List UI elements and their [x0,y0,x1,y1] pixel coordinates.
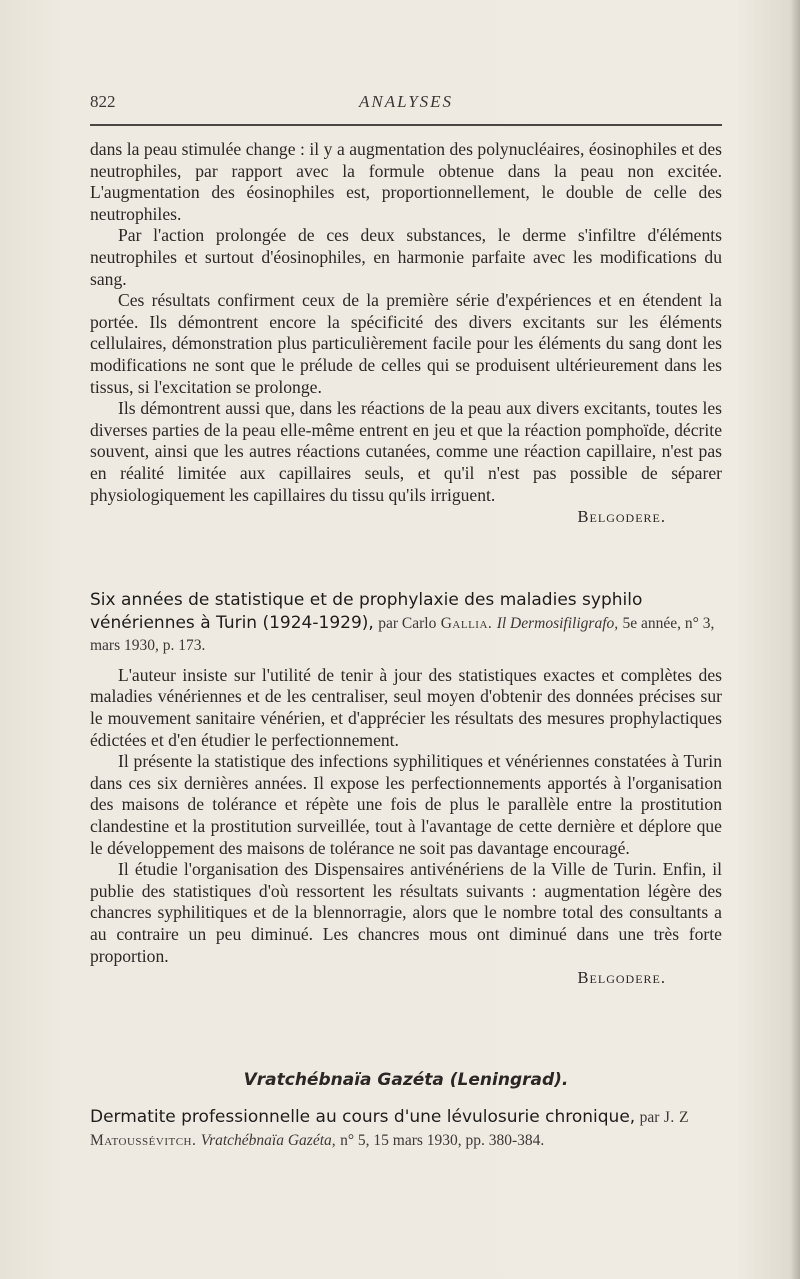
block1-paragraph-3: Ces résultats confirment ceux de la première série d'expériences et en étendent la portée. Ils démontrent encore la spécificité des divers excitants sur les éléments cellulaires, démonstration plus particulièrement facile pour les éléments du sang dont les modifications ne sont que le prélude de celles qui se produisent ultérieurement dans les tissus, si l'excitation se prolonge. [90,290,722,397]
journal-heading: Vratchébnaïa Gazéta (Leningrad). [243,1070,569,1090]
article2-journal: Il Dermosifiligrafo, [496,614,619,632]
article2-paragraph-2: Il présente la statistique des infections syphilitiques et vénériennes constatées à Turin dans ces six dernières années. Il expose les perfectionnements apportés à l'organisation des maisons de tolérance et répète une fois de plus le parallèle entre la prostitution clandestine et la prostitution surveillée, tout à l'avantage de cette dernière et déplore que le développement des maisons de tolérance ne soit pas davantage encouragé. [90,751,722,858]
page-edge-shadow [790,0,800,1279]
block1-paragraph-1: dans la peau stimulée change : il y a augmentation des polynucléaires, éosinophiles et des neutrophiles, par rapport avec la formule obtenue dans la peau non excitée. L'augmentation des éosinophiles est, proportionnellement, le double de celle des neutrophiles. [90,139,722,224]
block1 [90,139,722,528]
article3-title: Dermatite professionnelle au cours d'une lévulosurie chronique, [90,1107,636,1127]
article2-signature: Belgodere. [577,968,666,988]
article2 [90,589,722,989]
article2-paragraph-1: L'auteur insiste sur l'utilité de tenir à jour des statistiques exactes et complètes des maladies vénériennes et de les centraliser, seul moyen d'obtenir des données précises sur le mouvement sanitaire vénérien, et d'apprécier les résultats des mesures prophylactiques édictées et d'en étudier le perfectionnement. [90,664,722,750]
article2-title: Six années de statistique et de prophylaxie des maladies syphilo vénériennes à Turin (1924-1929), [90,590,643,633]
article3-par: par [639,1109,660,1126]
block1-paragraph-2: Par l'action prolongée de ces deux substances, le derme s'infiltre d'éléments neutrophiles et surtout d'éosinophiles, en harmonie parfaite avec les modifications du sang. [90,225,722,289]
block1-signature: Belgodere. [577,507,666,527]
page-number: 822 [90,92,116,111]
header-rule [90,124,722,126]
block1-paragraph-4: Ils démontrent aussi que, dans les réactions de la peau aux divers excitants, toutes les diverses parties de la peau elle-même entrent en jeu et que la réaction pomphoïde, décrite souvent, ainsi que les autres réactions cutanées, comme une réaction capillaire, n'est pas en réalité limitée aux capillaires seuls, et qu'il n'est pas possible de séparer physiologiquement les capillaires du tissu qu'ils irriguent. [90,398,722,505]
article2-citation-rest: 5e année, n° 3, mars 1930, p. 173. [90,614,715,655]
article2-paragraph-3: Il étudie l'organisation des Dispensaires antivénériens de la Ville de Turin. Enfin, il publie des statistiques d'où ressortent les résultats suivants : augmentation légère des chancres syphilitiques et de la blennorragie, alors que le nombre total des consultants a au contraire un peu diminué. Les chancres mous ont diminué dans une très forte proportion. [90,859,722,966]
article3-author: J. Z Matoussévitch. [90,1109,690,1149]
page-header [90,88,722,118]
running-head: ANALYSES [358,92,454,111]
article3-journal: Vratchébnaïa Gazéta, [200,1131,336,1149]
article3 [90,1106,722,1151]
article2-citation-par: par Carlo [378,614,437,632]
article2-author: Gallia. [440,614,493,632]
article2-heading [90,589,722,657]
article3-heading [90,1106,722,1151]
article3-citation-rest: n° 5, 15 mars 1930, pp. 380-384. [340,1131,545,1149]
